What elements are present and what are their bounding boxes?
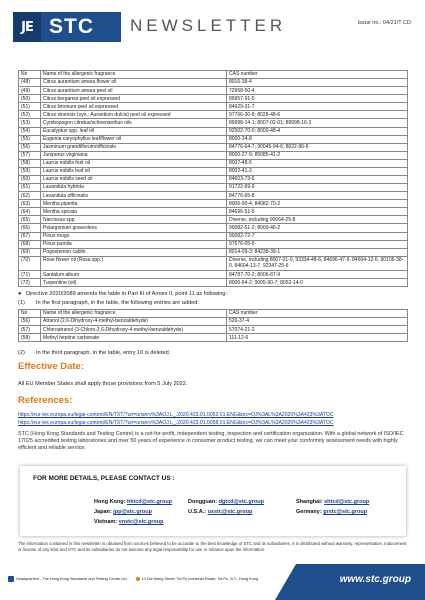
cas-number: 8016-38-4 (227, 79, 408, 87)
table-row (19, 318, 408, 326)
email-link[interactable]: grstc@stc.group (323, 509, 368, 515)
table-row (19, 111, 408, 119)
table-row (19, 240, 408, 248)
cas-number: 84776-64-7; 90045-94-6; 8022-96-6 (227, 143, 408, 151)
row-number: (65) (19, 216, 41, 224)
fragrance-name: Citrus aurantium amara peel oil (41, 87, 227, 95)
row-number: (56) (19, 318, 41, 326)
cas-number: 84603-73-6 (227, 176, 408, 184)
footer (0, 564, 425, 600)
table-row (19, 159, 408, 167)
table-row (19, 79, 408, 87)
allergen-table (18, 70, 408, 287)
table-row (19, 184, 408, 192)
newsletter-title: NEWSLETTER (130, 16, 287, 35)
row-number: (49) (19, 87, 41, 95)
contact-usa (188, 509, 252, 515)
header-name: Name of the allergenic fragrance (41, 71, 227, 79)
footer-left-panel (0, 564, 300, 600)
fragrance-name: Eugenia caryophyllus leaf/flower oil (41, 135, 227, 143)
fragrance-name: Jasminum grandiflorum/officinale (41, 143, 227, 151)
paragraph-1 (18, 300, 199, 306)
contact-label: Hong Kong: (94, 499, 126, 505)
effective-date-heading: Effective Date: (18, 361, 84, 372)
cas-number: 97676-05-6 (227, 240, 408, 248)
table-row (19, 224, 408, 232)
row-number: (71) (19, 271, 41, 279)
cas-number: 90082-72-7 (227, 232, 408, 240)
directive-text: Directive 2020/2089 amends the table in Part III of Annex II, point 11 as following: (26, 291, 228, 297)
header-name: Name of the allergenic fragrance (41, 310, 227, 318)
contact-label: Dongguan: (188, 499, 218, 505)
table-row (19, 143, 408, 151)
about-stc: STC (Hong Kong Standards and Testing Centre) is a not-for-profit, independent testing, inspection and certification organization. With a global network of ISO/IEC 17025 accredited testing laboratories and over 50 years of experience in consumer product testing, we can meet your conformity assessment needs with highly efficient and reliable service. (18, 431, 404, 451)
fragrance-name: Mentha piperita (41, 200, 227, 208)
fragrance-name: Laurus nobilis leaf oil (41, 167, 227, 175)
fragrance-name: Rose flower oil (Rosa spp.) (41, 256, 227, 270)
fragrance-name: Cymbopogon citratus/schoenanthus oils (41, 119, 227, 127)
row-number: (70) (19, 256, 41, 270)
cas-number: 89998-14-1; 8007-02-01; 89998-16-3 (227, 119, 408, 127)
cas-number: 84929-31-7 (227, 103, 408, 111)
fragrance-name: Pinus mugo (41, 232, 227, 240)
row-number: (52) (19, 111, 41, 119)
email-link[interactable]: jpp@stc.group (113, 509, 152, 515)
table-header-row (19, 310, 408, 318)
table-row (19, 87, 408, 95)
contact-germany (296, 509, 367, 515)
row-number: (72) (19, 279, 41, 287)
row-number: (67) (19, 232, 41, 240)
header-no: No (19, 310, 41, 318)
row-number: (66) (19, 224, 41, 232)
contact-label: Vietnam: (94, 519, 118, 525)
email-link[interactable]: dgtcd@stc.group (218, 499, 264, 505)
table-row (19, 192, 408, 200)
contact-box (20, 466, 406, 536)
cas-number: 526-37-4 (227, 318, 408, 326)
paragraph-1-text: In the first paragraph, in the table, the following entries are added: (36, 300, 199, 306)
contact-dongguan (188, 499, 264, 505)
fragrance-name: Methyl heptine carbonate (41, 334, 227, 342)
cas-number: 97766-30-8; 8028-48-6 (227, 111, 408, 119)
row-number: (54) (19, 127, 41, 135)
newsletter-header (0, 0, 425, 48)
table-row (19, 135, 408, 143)
table-row (19, 248, 408, 256)
contact-hong-kong (94, 499, 172, 505)
contact-japan (94, 509, 152, 515)
row-number: (59) (19, 167, 41, 175)
email-link[interactable]: shtcd@stc.group (324, 499, 370, 505)
cas-number: 84776-65-8 (227, 192, 408, 200)
row-number: (58) (19, 334, 41, 342)
fragrance-name: Citrus limonum peel oil expressed (41, 103, 227, 111)
paragraph-2-text: In the third paragraph, in the table, entry 10 is deleted. (36, 350, 171, 356)
contact-label: Japan: (94, 509, 112, 515)
fragrance-name: Citrus sinensis (syn.: Aurantium dulcis) peel oil expressed (41, 111, 227, 119)
table-row (19, 95, 408, 103)
row-number: (53) (19, 119, 41, 127)
cas-number: 8006-64-2; 9005-90-7; 8052-14-0 (227, 279, 408, 287)
paragraph-2 (18, 350, 170, 356)
row-number: (56) (19, 143, 41, 151)
cas-number: 8002-41-3 (227, 167, 408, 175)
table-row (19, 167, 408, 175)
contact-label: U.S.A.: (188, 509, 207, 515)
table-row (19, 119, 408, 127)
disclaimer: The information contained in this newsletter is obtained from sources believed to be accurate to the best knowledge of STC and its subsidiaries. It is distributed without warranty, representation, inducement or license of any kind and STC and its subsidiaries do not assume any legal responsibility for use or reliance upon the information. (18, 541, 407, 552)
table-row (19, 103, 408, 111)
contact-shanghai (296, 499, 369, 505)
email-link[interactable]: vnstc@stc.group (118, 519, 164, 525)
cas-number: 72968-50-4 (227, 87, 408, 95)
cas-number: 111-12-6 (227, 334, 408, 342)
cas-number: 92502-70-0; 8000-48-4 (227, 127, 408, 135)
contact-vietnam (94, 519, 163, 525)
row-number: (57) (19, 151, 41, 159)
row-number: (51) (19, 103, 41, 111)
cas-number: Diverse, including 8007-01-0, 93334-48-6, 84696-47-9, 84604-12-6, 90106-38-0, 84604-13-7, 92347-25-6 (227, 256, 408, 270)
table-row (19, 326, 408, 334)
footer-website-link[interactable]: www.stc.group (339, 574, 411, 585)
cas-number: 57074-21-2 (227, 326, 408, 334)
table-header-row (19, 71, 408, 79)
cas-number: 8006-90-4; 84082-70-2 (227, 200, 408, 208)
header-cas: CAS number (227, 71, 408, 79)
row-number: (57) (19, 326, 41, 334)
added-entries-table (18, 309, 408, 342)
row-number: (60) (19, 176, 41, 184)
building-icon (8, 576, 14, 582)
row-number: (48) (19, 79, 41, 87)
table-row (19, 232, 408, 240)
table-row (19, 279, 408, 287)
fragrance-name: Atranol (2,6-Dihydroxy-4-methyl-benzaldehyde) (41, 318, 227, 326)
fragrance-name: Mentha spicata (41, 208, 227, 216)
header-cas: CAS number (227, 310, 408, 318)
cas-number: Diverse, including 90064-25-8 (227, 216, 408, 224)
fragrance-name: Citrus aurantium amara flower oil (41, 79, 227, 87)
table-row (19, 208, 408, 216)
row-number: (63) (19, 200, 41, 208)
contact-label: Germany: (296, 509, 322, 515)
cas-number: 8000-34-8 (227, 135, 408, 143)
logo-mark: JE (13, 12, 41, 42)
cas-number: 84787-70-2; 8006-87-9 (227, 271, 408, 279)
footer-address (8, 576, 258, 582)
footer-address-text: 10 Dai Wang Street, Tai Po Industrial Estate, Tai Po, N.T., Hong Kong (141, 577, 258, 581)
fragrance-name: Lavandula hybrida (41, 184, 227, 192)
row-number: (55) (19, 135, 41, 143)
row-number: (69) (19, 248, 41, 256)
reference-link-2[interactable]: https://eur-lex.europa.eu/legal-content/EN/TXT/?uri=uriserv%3AOJ.L_.2020.423.01.0058.01.ENG&toc=OJ%3AL%3A2020%3A423%3ATOC (18, 420, 334, 426)
reference-link-1[interactable]: https://eur-lex.europa.eu/legal-content/EN/TXT/?uri=uriserv%3AOJ.L_.2020.423.01.0052.01.ENG&toc=OJ%3AL%3A2020%3A423%3ATOC (18, 412, 334, 418)
fragrance-name: Pogostemon cablin (41, 248, 227, 256)
table-row (19, 151, 408, 159)
fragrance-name: Laurus nobilis seed oil (41, 176, 227, 184)
fragrance-name: Juniperus virginiana (41, 151, 227, 159)
cas-number: 8007-48-5 (227, 159, 408, 167)
contact-title: FOR MORE DETAILS, PLEASE CONTACT US : (33, 475, 175, 482)
cas-number: 8014-09-3; 84238-39-1 (227, 248, 408, 256)
fragrance-name: Narcissus spp. (41, 216, 227, 224)
fragrance-name: Santalum album (41, 271, 227, 279)
table-row (19, 176, 408, 184)
fragrance-name: Pinus pumila (41, 240, 227, 248)
issue-number: Issue no.: 04/21/T CD (357, 20, 411, 26)
table-row (19, 216, 408, 224)
cas-number: 90082-51-2; 8000-46-2 (227, 224, 408, 232)
stc-logo (13, 12, 121, 42)
fragrance-name: Turpentine (oil) (41, 279, 227, 287)
footer-hq-text: Headquarters - The Hong Kong Standards and Testing Centre Ltd. (16, 577, 128, 581)
cas-number: 8000-27-9; 85085-41-2 (227, 151, 408, 159)
row-number: (58) (19, 159, 41, 167)
row-number: (61) (19, 184, 41, 192)
row-number: (64) (19, 208, 41, 216)
location-pin-icon (136, 577, 140, 581)
email-link[interactable]: usstc@stc.group (207, 509, 253, 515)
row-number: (62) (19, 192, 41, 200)
cas-number: 89957-91-5 (227, 95, 408, 103)
directive-bullet (18, 291, 408, 297)
paragraph-1-number: (1) (18, 300, 25, 306)
table-row (19, 271, 408, 279)
header-no: No (19, 71, 41, 79)
bullet-icon: ● (18, 291, 22, 297)
email-link[interactable]: hktcd@stc.group (127, 499, 173, 505)
effective-date-text: All EU Member States shall apply those provisions from 5 July 2022. (18, 381, 188, 387)
fragrance-name: Laurus nobilis fruit oil (41, 159, 227, 167)
paragraph-2-number: (2) (18, 350, 25, 356)
fragrance-name: Eucalyptus spp. leaf oil (41, 127, 227, 135)
table-row (19, 127, 408, 135)
fragrance-name: Chloroatranol (3-Chloro-2,6-Dihydroxy-4-methyl-benzaldehyde) (41, 326, 227, 334)
fragrance-name: Citrus bergamia peel oil expressed (41, 95, 227, 103)
logo-text: STC (49, 15, 94, 38)
cas-number: 91722-69-9 (227, 184, 408, 192)
table-row (19, 334, 408, 342)
cas-number: 84696-51-5 (227, 208, 408, 216)
table-row (19, 200, 408, 208)
row-number: (68) (19, 240, 41, 248)
fragrance-name: Pelargonium graveolens (41, 224, 227, 232)
references-heading: References: (18, 395, 73, 406)
row-number: (50) (19, 95, 41, 103)
fragrance-name: Lavandula officinalis (41, 192, 227, 200)
contact-label: Shanghai: (296, 499, 323, 505)
table-row (19, 256, 408, 270)
